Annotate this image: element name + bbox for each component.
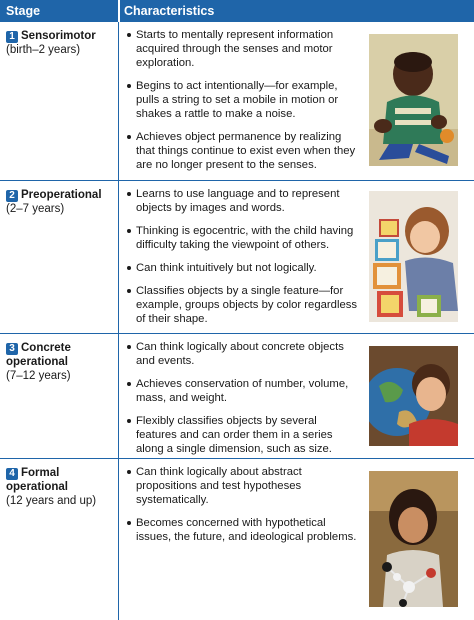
characteristics-list (126, 28, 360, 181)
stage-age-range: (7–12 years) (6, 370, 71, 382)
characteristics-list (126, 340, 360, 465)
stage-age-range: (2–7 years) (6, 203, 65, 215)
stage-name: Concrete operational (6, 342, 71, 368)
stage-number-badge: 1 (6, 31, 18, 43)
list-item: Learns to use language and to represent objects by images and words. (126, 187, 360, 215)
list-item: Begins to act intentionally—for example, pulls a string to set a mobile in motion or shakes a rattle to make a noise. (126, 79, 360, 121)
list-item: Classifies objects by a single feature—for example, groups objects by color regardless of their shape. (126, 284, 360, 326)
stage-number-badge: 2 (6, 190, 18, 202)
stage-cell (6, 466, 114, 508)
list-item: Flexibly classifies objects by several features and can order them in a series along a single dimension, such as size. (126, 414, 360, 456)
list-item: Can think logically about concrete objects and events. (126, 340, 360, 368)
characteristics-list (126, 465, 360, 553)
header-stage: Stage (6, 4, 41, 18)
stage-name: Sensorimotor (21, 30, 96, 42)
stage-cell (6, 341, 114, 383)
infant-playing-photo (369, 34, 458, 166)
list-item: Thinking is egocentric, with the child having difficulty taking the viewpoint of others. (126, 224, 360, 252)
stage-row-concrete-operational (0, 334, 474, 458)
header-characteristics: Characteristics (124, 4, 215, 18)
list-item: Achieves conservation of number, volume, mass, and weight. (126, 377, 360, 405)
stage-name: Formal operational (6, 467, 68, 493)
list-item: Can think logically about abstract propositions and test hypotheses systematically. (126, 465, 360, 507)
stage-age-range: (birth–2 years) (6, 44, 81, 56)
list-item: Becomes concerned with hypothetical issues, the future, and ideological problems. (126, 516, 360, 544)
list-item: Achieves object permanence by realizing that things continue to exist even when they are no longer present to the senses. (126, 130, 360, 172)
characteristics-list (126, 187, 360, 335)
stage-cell (6, 29, 114, 57)
boy-with-globe-photo (369, 346, 458, 446)
stage-name: Preoperational (21, 189, 102, 201)
teen-with-molecule-model-photo (369, 471, 458, 607)
stage-row-preoperational (0, 181, 474, 333)
stage-number-badge: 4 (6, 468, 18, 480)
stage-cell (6, 188, 114, 216)
stage-row-formal-operational (0, 459, 474, 620)
table-header (0, 0, 474, 22)
list-item: Can think intuitively but not logically. (126, 261, 360, 275)
stage-row-sensorimotor (0, 22, 474, 180)
stage-age-range: (12 years and up) (6, 495, 97, 507)
toddler-with-blocks-photo (369, 191, 458, 322)
stage-number-badge: 3 (6, 343, 18, 355)
list-item: Starts to mentally represent information acquired through the senses and motor exploration. (126, 28, 360, 70)
header-divider (118, 0, 120, 22)
